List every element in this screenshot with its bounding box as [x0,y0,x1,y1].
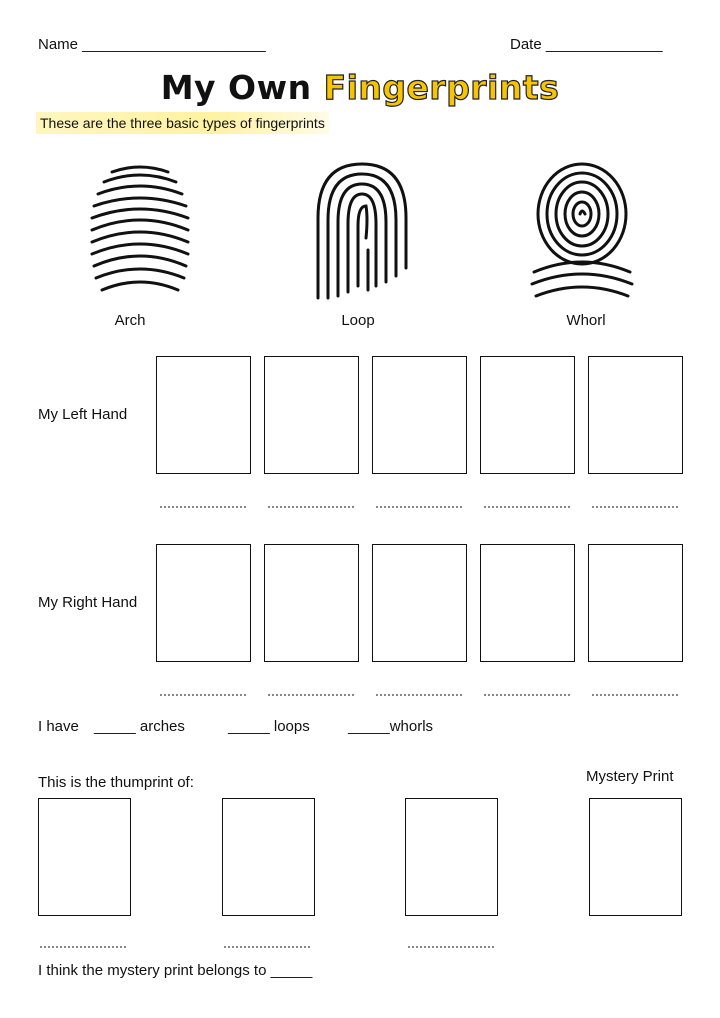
thumbprint-answer-line-1[interactable] [40,944,126,948]
thumbprint-box-3[interactable] [405,798,498,916]
left-hand-box-5[interactable] [588,356,683,474]
whorl-label: Whorl [566,312,606,329]
right-hand-answer-line-1[interactable] [160,692,246,696]
tally-prefix: I have [38,718,79,735]
thumbprint-answer-line-2[interactable] [224,944,310,948]
right-hand-label: My Right Hand [38,594,138,611]
whorl-fingerprint-icon [530,160,634,302]
tally-arches[interactable]: _____ arches [94,718,185,735]
conclusion-line[interactable]: I think the mystery print belongs to _____ [38,962,313,979]
left-hand-box-3[interactable] [372,356,467,474]
tally-whorls[interactable]: _____whorls [348,718,434,735]
subtitle: These are the three basic types of fingerprints [36,112,329,134]
tally-loops[interactable]: _____ loops [228,718,310,735]
left-hand-box-1[interactable] [156,356,251,474]
arch-fingerprint-icon [90,160,190,300]
mystery-print-box[interactable] [589,798,682,916]
thumbprint-box-1[interactable] [38,798,131,916]
title-part-2: Fingerprints [323,68,560,107]
right-hand-box-3[interactable] [372,544,467,662]
left-hand-answer-line-2[interactable] [268,504,354,508]
left-hand-answer-line-4[interactable] [484,504,570,508]
left-hand-answer-line-5[interactable] [592,504,678,508]
arch-label: Arch [114,312,146,329]
right-hand-box-1[interactable] [156,544,251,662]
right-hand-box-4[interactable] [480,544,575,662]
title-part-1: My Own [160,68,324,107]
loop-label: Loop [341,312,375,329]
thumbprint-label: This is the thumprint of: [38,774,194,791]
mystery-print-label: Mystery Print [586,768,674,785]
right-hand-answer-line-2[interactable] [268,692,354,696]
name-field[interactable]: Name ______________________ [38,36,266,53]
right-hand-answer-line-4[interactable] [484,692,570,696]
thumbprint-box-2[interactable] [222,798,315,916]
right-hand-box-5[interactable] [588,544,683,662]
left-hand-answer-line-3[interactable] [376,504,462,508]
left-hand-answer-line-1[interactable] [160,504,246,508]
left-hand-box-4[interactable] [480,356,575,474]
date-field[interactable]: Date ______________ [510,36,663,53]
right-hand-answer-line-5[interactable] [592,692,678,696]
right-hand-answer-line-3[interactable] [376,692,462,696]
thumbprint-answer-line-3[interactable] [408,944,494,948]
left-hand-box-2[interactable] [264,356,359,474]
right-hand-box-2[interactable] [264,544,359,662]
left-hand-label: My Left Hand [38,406,128,423]
loop-fingerprint-icon [312,158,412,304]
page-title [0,68,720,107]
